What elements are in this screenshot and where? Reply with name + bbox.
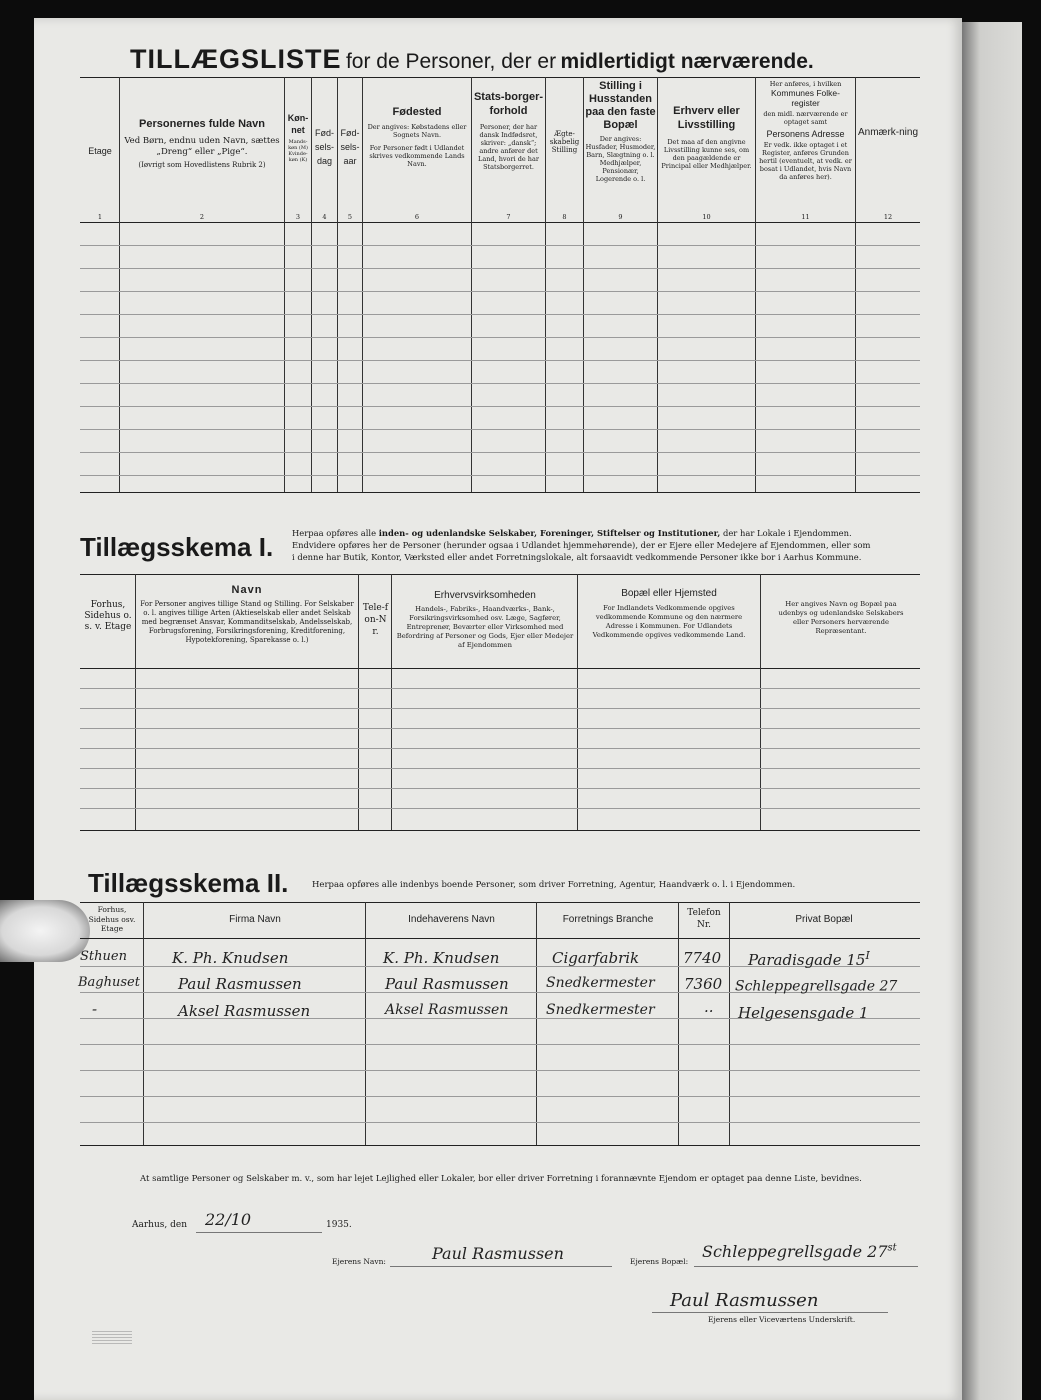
col-num: 3 <box>295 213 301 221</box>
row-firma: Aksel Rasmussen <box>178 1002 311 1020</box>
skema2-title: Tillægsskema II. <box>88 868 289 898</box>
col-stilling-sub: Der angives: Husfader, Husmoder, Barn, Slægtning o. l. Medhjælper, Pensionær, Logerende o. l. <box>585 135 656 183</box>
title-main: TILLÆGSLISTE <box>130 44 342 74</box>
col-num: 12 <box>883 213 893 221</box>
row-telefon: .. <box>704 998 714 1016</box>
col-num: 2 <box>199 213 205 221</box>
row-firma: K. Ph. Knudsen <box>172 949 289 967</box>
row-telefon: 7740 <box>683 949 722 967</box>
col-etage: Etage <box>88 146 112 156</box>
col-adresse-head: Personens Adresse <box>766 129 845 139</box>
s1-col-etage: Forhus, Sidehus o. s. v. Etage <box>84 600 132 632</box>
signature: Paul Rasmussen <box>670 1290 819 1311</box>
skema1-intro: Herpaa opføres alle inden- og udenlandske Selskaber, Foreninger, Stiftelser og Institutioner, der har Lokale i Ejendommen. Endvidere opføres her de Personer (herunder ogsaa i Udlandet hjemmehørende), der er Ejere eller Medejere af Ejendommen, eller som i denne har Butik, Kontor, Værksted eller andet Forretningslokale, alt forsaavidt vedkommende Personer ikke bor i Aarhus Kommune. <box>292 528 871 562</box>
s2-col-firma: Firma Navn <box>229 914 281 925</box>
row-branche: Snedkermester <box>546 1002 655 1018</box>
row-indehaver: K. Ph. Knudsen <box>383 949 500 967</box>
s1-col-navn-sub: For Personer angives tillige Stand og Stilling. For Selskaber o. l. angives tillige Arten (Aktieselskab eller andet Selskab med begrænset Ansvar, Kommanditselskab, Andelsselskab, Forbrugsforening, Forsikringsforening, Kreditforening, Hypotekforening, Sparekasse o. l.) <box>140 600 354 644</box>
owner-name: Paul Rasmussen <box>432 1244 564 1263</box>
col-foedested-sub2: For Personer født i Udlandet skrives vedkommende Lands Navn. <box>369 144 465 168</box>
thumb <box>0 900 90 962</box>
col-navn-head: Personernes fulde Navn <box>139 118 265 130</box>
title-middle: for de Personer, der er <box>345 50 557 73</box>
row-etage: - <box>92 1000 98 1018</box>
signature-caption: Ejerens eller Viceværtens Underskrift. <box>708 1315 856 1324</box>
s1-col-navn <box>140 584 354 645</box>
col-koen <box>286 112 310 163</box>
page-title <box>130 44 890 75</box>
form-page <box>34 18 962 1400</box>
footer-date: 22/10 <box>205 1210 252 1229</box>
col-statsborger-sub: Personer, der har dansk Indfødsret, skriver: „dansk“; andre anfører det Land, hvori de har Statsborgerret. <box>478 123 539 171</box>
footer-year: 1935. <box>326 1220 352 1230</box>
owner-addr: Schleppegrellsgade 27st <box>702 1242 897 1261</box>
col-erhverv-sub: Det maa af den angivne Livsstilling kunne ses, om den paagældende er Principal eller Medhjælper. <box>661 138 752 170</box>
skema1-title: Tillægsskema I. <box>80 532 274 562</box>
col-foedested-head: Fødested <box>392 106 442 118</box>
s1-col-bopael <box>582 588 756 640</box>
s1-col-bopael-sub: For Indlandets Vedkommende opgives vedkommende Kommune og den nærmere Adresse i Kommunen. For Udlandets Vedkommende opgives vedkommende Land. <box>592 604 746 639</box>
s1-col-repraesentant: Her angives Navn og Bopæl paa udenbys og udenlandske Selskabers eller Personers herværende Repræsentant. <box>778 600 904 635</box>
col-num: 8 <box>562 213 567 221</box>
col-statsborger <box>473 90 544 171</box>
col-erhverv-head: Erhverv eller Livsstilling <box>673 105 740 131</box>
row-indehaver: Paul Rasmussen <box>385 975 509 993</box>
col-num: 11 <box>801 213 810 221</box>
col-anmaerkning: Anmærk-ning <box>857 127 919 138</box>
col-koen-head: Køn-net <box>287 113 309 135</box>
s1-col-navn-head: Navn <box>231 584 263 596</box>
skema2-intro: Herpaa opføres alle indenbys boende Personer, som driver Forretning, Agentur, Haandværk o. l. i Ejendommen. <box>312 880 796 890</box>
owner-name-label: Ejerens Navn: <box>332 1257 386 1266</box>
col-num: 1 <box>97 213 103 221</box>
col-foedselsdag: Fød-sels-dag <box>314 128 334 166</box>
col-stilling <box>585 80 656 183</box>
s2-col-etage: Forhus, Sidehus osv. Etage <box>88 905 136 933</box>
col-adresse-sub: Er vedk. ikke optaget i et Register, anføres Grunden hertil (eventuelt, at vedk. er bosat i Udlandet, hvis Navn da anføres her). <box>759 141 852 181</box>
col-erhverv <box>659 104 754 170</box>
row-etage: Baghuset <box>78 975 140 990</box>
owner-addr-label: Ejerens Bopæl: <box>630 1257 689 1266</box>
title-end: midlertidigt nærværende. <box>560 50 814 73</box>
col-foedselsaar: Fød-sels-aar <box>340 128 360 166</box>
s1-col-erhverv-sub: Handels-, Fabriks-, Haandværks-, Bank-, Forsikringsvirksomhed osv. Læge, Sagfører, Entreprenør, Beværter eller Virksomhed med Befordring af Personer og Gods, Ejer eller Medejer af Ejendommen <box>396 605 574 649</box>
footer-place: Aarhus, den <box>132 1220 187 1230</box>
col-adresse-pre: Her anføres, i hvilken <box>769 80 842 88</box>
col-num: 10 <box>702 213 711 221</box>
col-navn <box>121 118 283 170</box>
col-adresse-prebold: Kommunes Folke-register <box>771 88 840 108</box>
row-bopael: Helgesensgade 1 <box>738 1004 869 1022</box>
col-adresse-pre2: den midl. nærværende er optaget samt <box>763 110 848 126</box>
s2-col-telefon: Telefon Nr. <box>687 908 721 930</box>
s1-col-erhverv-head: Erhvervsvirksomheden <box>434 590 536 601</box>
row-branche: Snedkermester <box>546 975 655 991</box>
row-branche: Cigarfabrik <box>552 949 640 967</box>
col-num: 6 <box>414 213 420 221</box>
s2-col-bopael: Privat Bopæl <box>795 914 853 925</box>
col-adresse <box>757 80 854 181</box>
col-num: 7 <box>506 213 511 221</box>
col-foedested-sub: Der angives: Købstadens eller Sognets Navn. <box>367 123 467 139</box>
row-indehaver: Aksel Rasmussen <box>385 1002 509 1018</box>
col-stilling-head: Stilling i Husstanden paa den faste Bopæl <box>585 80 656 131</box>
row-etage: Sthuen <box>80 949 127 964</box>
footer-statement: At samtlige Personer og Selskaber m. v., som har lejet Lejlighed eller Lokaler, bor eller driver Forretning i forannævnte Ejendom er optaget paa denne Liste, bevidnes. <box>140 1174 862 1184</box>
s1-col-erhverv <box>396 590 574 650</box>
s2-col-branche: Forretnings Branche <box>562 914 654 925</box>
col-koen-sub: Mands-køn (M) Kvinde-køn (K) <box>288 139 308 163</box>
row-bopael: Schleppegrellsgade 27 <box>735 978 898 995</box>
col-num: 9 <box>618 213 623 221</box>
row-telefon: 7360 <box>684 975 723 993</box>
col-navn-sub: Ved Børn, endnu uden Navn, sættes „Dreng“ eller „Pige“. <box>124 136 280 157</box>
col-statsborger-head: Stats-borger-forhold <box>473 91 544 117</box>
printer-mark <box>92 1330 132 1344</box>
col-num: 5 <box>347 213 353 221</box>
row-firma: Paul Rasmussen <box>178 975 302 993</box>
col-navn-sub2: (Iøvrigt som Hovedlistens Rubrik 2) <box>138 161 266 169</box>
col-foedested <box>364 106 470 168</box>
s1-col-telefon: Tele-fon-Nr. <box>362 603 389 637</box>
s1-col-bopael-head: Bopæl eller Hjemsted <box>621 588 717 599</box>
row-bopael: Paradisgade $15^I$ <box>748 949 870 969</box>
col-aegteskab: Ægte-skabelig Stilling <box>549 130 580 154</box>
s2-col-indehaver: Indehaverens Navn <box>408 914 495 925</box>
next-page-edge <box>962 22 1022 1400</box>
col-num: 4 <box>322 213 327 221</box>
